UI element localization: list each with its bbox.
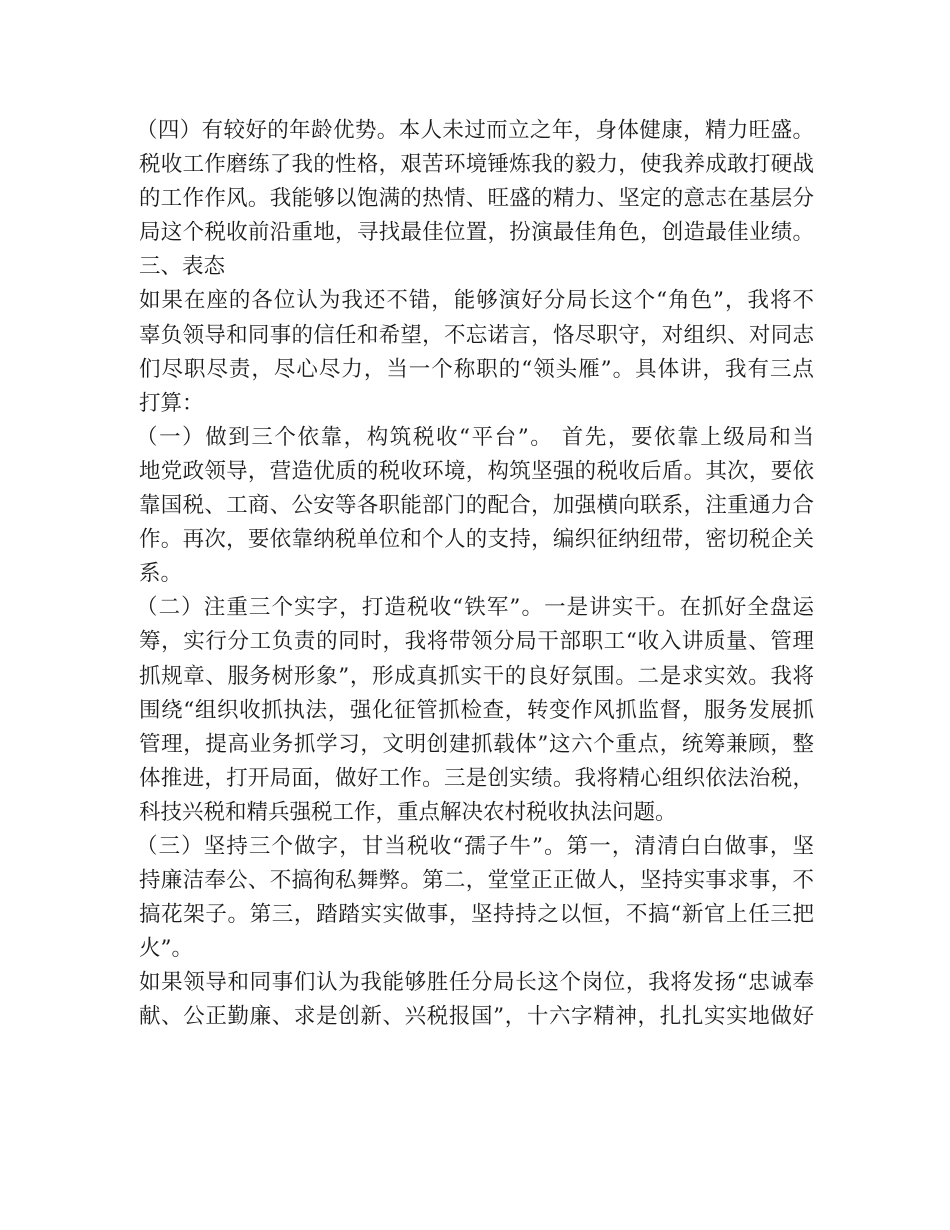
- text-line: 税收工作磨练了我的性格，艰苦环境锤炼我的毅力，使我养成敢打硬战: [139, 152, 814, 178]
- text-line: 局这个税收前沿重地，寻找最佳位置，扮演最佳角色，创造最佳业绩。: [139, 220, 814, 246]
- text-line: 筹，实行分工负责的同时，我将带领分局干部职工“收入讲质量、管理: [139, 629, 814, 655]
- text-line: 作。再次，要依靠纳税单位和个人的支持，编织征纳纽带，密切税企关: [139, 527, 814, 553]
- text-line: 围绕“组织收抓执法，强化征管抓检查，转变作风抓监督，服务发展抓: [139, 697, 814, 723]
- document-body: [136, 114, 814, 1035]
- text-line: 如果在座的各位认为我还不错，能够演好分局长这个“角色”，我将不: [139, 288, 814, 314]
- text-line: 的工作作风。我能够以饱满的热情、旺盛的精力、坚定的意志在基层分: [139, 186, 814, 212]
- text-line: （四）有较好的年龄优势。本人未过而立之年，身体健康，精力旺盛。: [136, 118, 814, 143]
- text-line: 抓规章、服务树形象”，形成真抓实干的良好氛围。二是求实效。我将: [139, 663, 814, 689]
- text-line: 科技兴税和精兵强税工作，重点解决农村税收执法问题。: [139, 799, 677, 825]
- text-line: （一）做到三个依靠，构筑税收“平台”。 首先，要依靠上级局和当: [136, 424, 814, 450]
- text-line: 打算：: [139, 390, 204, 416]
- text-line: （二）注重三个实字，打造税收“铁军”。一是讲实干。在抓好全盘运: [136, 595, 814, 621]
- text-line: 搞花架子。第三，踏踏实实做事，坚持持之以恒，不搞“新官上任三把: [139, 902, 814, 928]
- text-line: 管理，提高业务抓学习，文明创建抓载体”这六个重点，统筹兼顾，整: [139, 731, 814, 757]
- text-line: 们尽职尽责，尽心尽力，当一个称职的“领头雁”。具体讲，我有三点: [139, 356, 814, 382]
- section-heading: 三、表态: [139, 254, 226, 280]
- text-line: 持廉洁奉公、不搞徇私舞弊。第二，堂堂正正做人，坚持实事求事，不: [139, 868, 814, 894]
- text-line: 如果领导和同事们认为我能够胜任分局长这个岗位，我将发扬“忠诚奉: [139, 970, 814, 996]
- text-line: 地党政领导，营造优质的税收环境，构筑坚强的税收后盾。其次，要依: [139, 458, 814, 484]
- text-line: 献、公正勤廉、求是创新、兴税报国”，十六字精神，扎扎实实地做好: [139, 1004, 814, 1030]
- text-line: 体推进，打开局面，做好工作。三是创实绩。我将精心组织依法治税，: [139, 765, 814, 791]
- text-line: 火”。: [139, 936, 193, 962]
- text-line: （三）坚持三个做字，甘当税收“孺子牛”。第一，清清白白做事，坚: [136, 833, 814, 859]
- text-line: 系。: [139, 561, 183, 587]
- text-line: 辜负领导和同事的信任和希望，不忘诺言，恪尽职守，对组织、对同志: [139, 322, 814, 348]
- text-line: 靠国税、工商、公安等各职能部门的配合，加强横向联系，注重通力合: [139, 493, 814, 519]
